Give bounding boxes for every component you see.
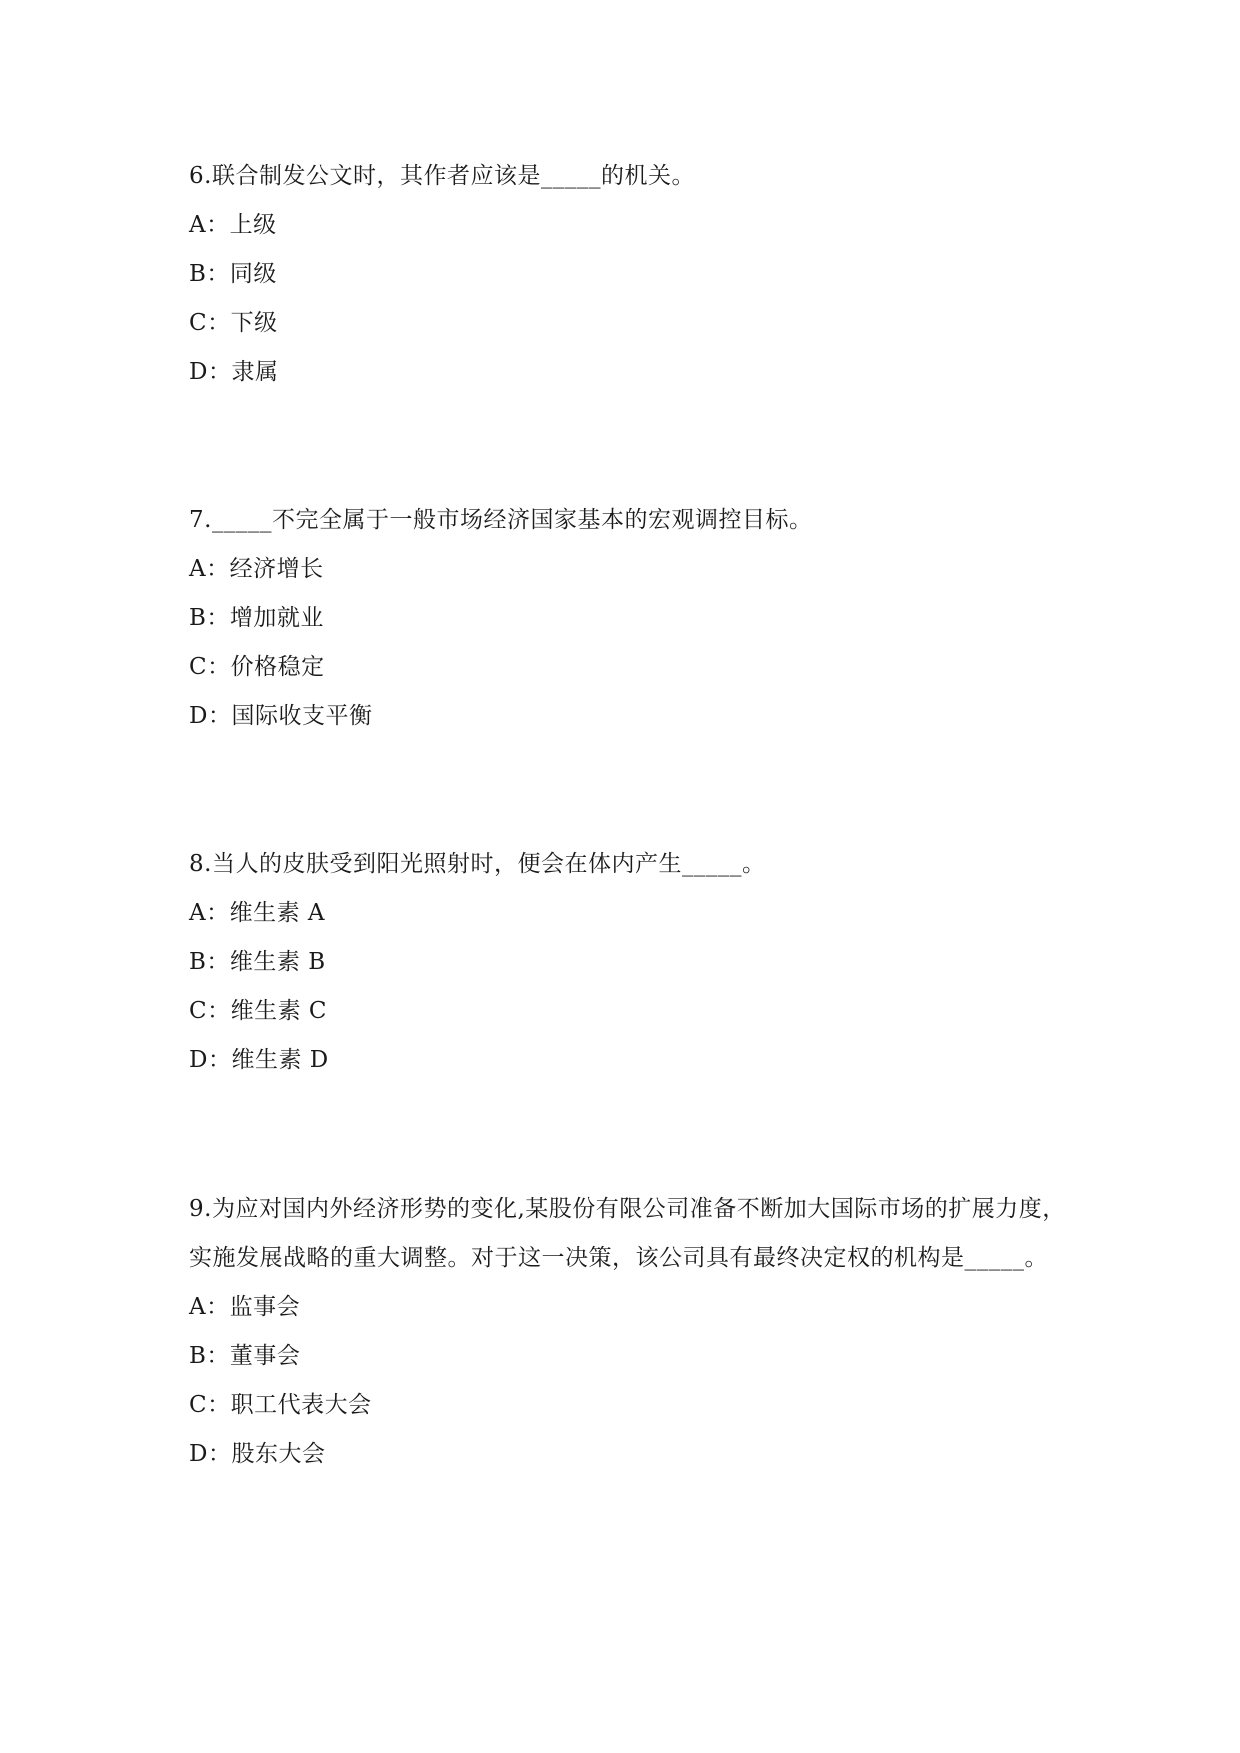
option-text: 监事会: [229, 1294, 301, 1320]
option-d: [189, 1036, 1069, 1085]
question-6: [189, 152, 1069, 397]
option-a: [189, 889, 1069, 938]
question-7: [189, 496, 1069, 741]
option-c: [189, 299, 1069, 348]
option-text: 增加就业: [229, 605, 324, 631]
option-text: 隶属: [231, 359, 279, 385]
option-letter: A：: [189, 556, 230, 582]
question-stem: 6.联合制发公文时，其作者应该是_____的机关。: [189, 163, 695, 189]
option-text: 维生素 A: [229, 900, 326, 926]
option-c: [189, 987, 1069, 1036]
option-letter: D：: [189, 359, 232, 385]
option-text: 股东大会: [231, 1441, 326, 1467]
option-a: [189, 1283, 1069, 1332]
option-a: [189, 201, 1069, 250]
option-text: 维生素 C: [230, 998, 328, 1024]
option-letter: A：: [189, 900, 230, 926]
option-d: [189, 1430, 1069, 1479]
option-text: 国际收支平衡: [231, 703, 373, 729]
option-text: 维生素 B: [229, 949, 326, 975]
option-b: [189, 250, 1069, 299]
option-text: 同级: [229, 261, 277, 287]
option-b: [189, 594, 1069, 643]
option-text: 经济增长: [229, 556, 324, 582]
option-letter: B：: [189, 949, 230, 975]
question-stem: 7._____不完全属于一般市场经济国家基本的宏观调控目标。: [189, 507, 813, 533]
option-letter: A：: [189, 1294, 230, 1320]
option-letter: B：: [189, 605, 230, 631]
option-text: 董事会: [229, 1343, 301, 1369]
option-text: 下级: [230, 310, 278, 336]
option-letter: D：: [189, 1441, 232, 1467]
option-letter: D：: [189, 703, 232, 729]
option-c: [189, 1381, 1069, 1430]
option-b: [189, 1332, 1069, 1381]
option-letter: A：: [189, 212, 230, 238]
option-letter: C：: [189, 1392, 231, 1418]
question-stem: 9.为应对国内外经济形势的变化,某股份有限公司准备不断加大国际市场的扩展力度，实施发展战略的重大调整。对于这一决策，该公司具有最终决定权的机构是_____。: [189, 1196, 1066, 1271]
option-letter: C：: [189, 654, 231, 680]
option-letter: C：: [189, 310, 231, 336]
option-letter: B：: [189, 1343, 230, 1369]
option-d: [189, 692, 1069, 741]
option-text: 职工代表大会: [230, 1392, 372, 1418]
option-b: [189, 938, 1069, 987]
question-stem: 8.当人的皮肤受到阳光照射时，便会在体内产生_____。: [189, 851, 766, 877]
question-9: [189, 1185, 1069, 1479]
option-c: [189, 643, 1069, 692]
option-d: [189, 348, 1069, 397]
option-text: 维生素 D: [231, 1047, 329, 1073]
option-a: [189, 545, 1069, 594]
option-letter: D：: [189, 1047, 232, 1073]
option-letter: B：: [189, 261, 230, 287]
option-text: 上级: [229, 212, 277, 238]
option-letter: C：: [189, 998, 231, 1024]
option-text: 价格稳定: [230, 654, 325, 680]
question-8: [189, 840, 1069, 1085]
